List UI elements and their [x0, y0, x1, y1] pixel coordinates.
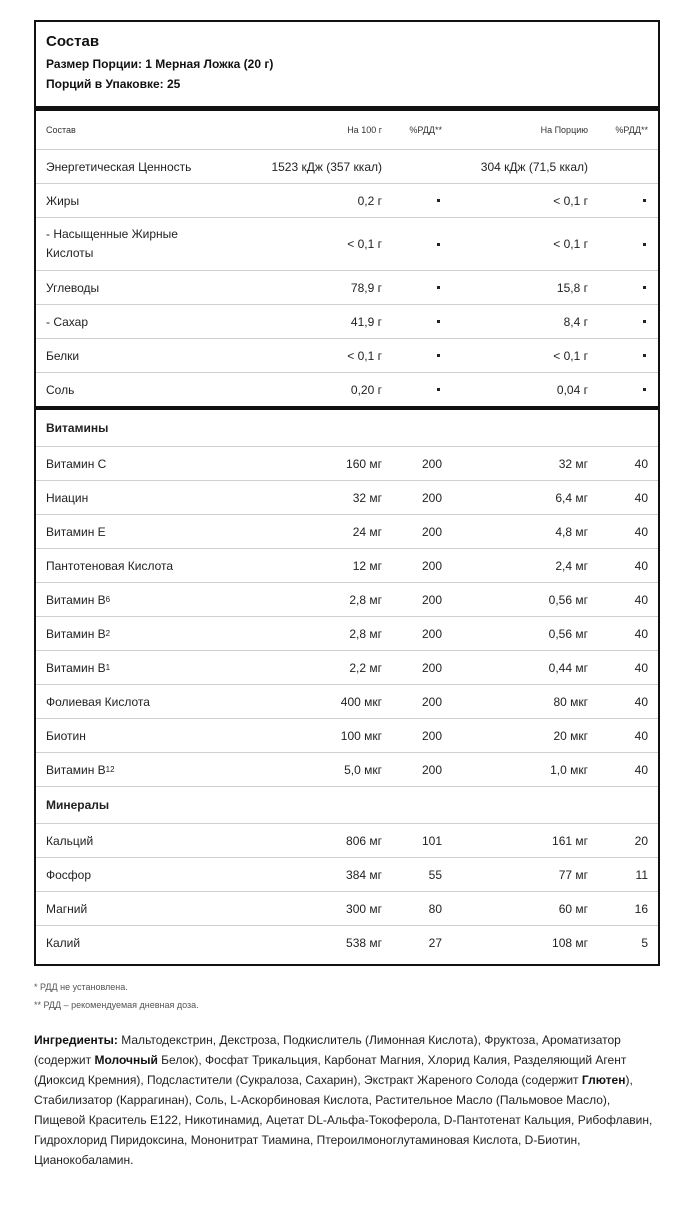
- row-name-text: Кальций: [46, 833, 94, 848]
- table-row: [36, 271, 658, 305]
- row-rdd-serving: 20: [634, 833, 648, 848]
- table-row: [36, 824, 658, 858]
- row-per-serving: 60 мг: [558, 901, 588, 916]
- row-per100: 32 мг: [352, 490, 382, 505]
- row-per-serving: 4,8 мг: [555, 524, 588, 539]
- column-headers: [36, 111, 658, 150]
- footnote-rdd: ** РДД – рекомендуемая дневная доза.: [34, 1000, 199, 1010]
- row-per-serving: 32 мг: [558, 456, 588, 471]
- vitamins-heading-row: [36, 410, 658, 447]
- energy-name: Энергетическая Ценность: [46, 159, 192, 174]
- row-name-text: Витамин B: [46, 762, 106, 777]
- row-per100: 2,8 мг: [349, 626, 382, 641]
- allergen-milk: Молочный: [94, 1053, 158, 1067]
- row-rdd-serving: 11: [635, 867, 648, 882]
- ingredients-part: ), Стабилизатор (Каррагинан), Соль, L-Аскорбиновая Кислота, Растительное Масло (Пальмовое Масло), Пищевой Краситель E122, Никотинамид, Ацетат DL-Альфа-Токоферола, D-Пантотенат Кальция, Рибофлавин, Гидрохлорид Пиридоксина, Мононитрат Тиамина, Птероилмоноглутаминовая Кислота, D-Биотин, Цианокобаламин.: [34, 1073, 653, 1167]
- row-rdd-100: 200: [421, 762, 442, 777]
- row-per-serving: 0,56 мг: [548, 592, 588, 607]
- table-row: [36, 926, 658, 959]
- row-rdd-serving: 40: [634, 694, 648, 709]
- row-per-serving: 161 мг: [552, 833, 588, 848]
- serving-size: Размер Порции: 1 Мерная Ложка (20 г): [46, 57, 274, 71]
- row-per100: 0,2 г: [357, 193, 382, 208]
- table-row: [36, 373, 658, 410]
- row-name: [46, 447, 216, 480]
- row-per-serving: 20 мкг: [553, 728, 588, 743]
- not-set-marker: [596, 339, 648, 372]
- row-per100: 41,9 г: [350, 314, 382, 329]
- row-name-text: Калий: [46, 935, 81, 950]
- col-rdd-100: %РДД**: [409, 125, 442, 135]
- row-name: [46, 515, 216, 548]
- not-set-marker: [596, 305, 648, 338]
- not-set-marker: [392, 305, 442, 338]
- not-set-marker: [392, 218, 442, 270]
- vitamin-rows: [36, 447, 658, 787]
- row-name: [46, 481, 216, 514]
- row-per-serving: 1,0 мкг: [550, 762, 588, 777]
- allergen-gluten: Глютен: [581, 1073, 626, 1087]
- row-per100: 12 мг: [352, 558, 382, 573]
- ingredients-part: Мальтодекстрин, Декстроза, Подкислитель (Лимонная Кислота), Фруктоза, Ароматизатор (содержит: [34, 1033, 621, 1067]
- row-rdd-serving: 40: [634, 660, 648, 675]
- table-row: [36, 858, 658, 892]
- row-name: Белки: [46, 348, 80, 363]
- row-per-serving: 6,4 мг: [555, 490, 588, 505]
- ingredients-label: Ингредиенты:: [34, 1033, 118, 1047]
- row-per100: 806 мг: [346, 833, 382, 848]
- row-name: [46, 549, 216, 582]
- row-name-text: Ниацин: [46, 490, 89, 505]
- row-rdd-100: 27: [428, 935, 442, 950]
- energy-per100: 1523 кДж (357 ккал): [271, 159, 382, 174]
- row-name: - Насыщенные Жирные Кислоты: [46, 227, 178, 260]
- table-row: [36, 515, 658, 549]
- row-name: Жиры: [46, 193, 80, 208]
- not-set-marker: [596, 373, 648, 406]
- row-name: - Сахар: [46, 314, 89, 329]
- row-name-text: Витамин B: [46, 626, 106, 641]
- row-per-serving: < 0,1 г: [553, 193, 588, 208]
- ingredients-text: [34, 1030, 654, 1170]
- table-row: [36, 481, 658, 515]
- row-name-text: Витамин B: [46, 592, 106, 607]
- table-row: [36, 617, 658, 651]
- not-set-marker: [392, 184, 442, 217]
- energy-per-serving: 304 кДж (71,5 ккал): [480, 159, 588, 174]
- col-name: Состав: [46, 125, 76, 135]
- row-rdd-serving: 40: [634, 456, 648, 471]
- row-per100: 2,2 мг: [349, 660, 382, 675]
- row-per-serving: 2,4 мг: [555, 558, 588, 573]
- not-set-marker: [392, 339, 442, 372]
- row-rdd-serving: 40: [634, 592, 648, 607]
- table-row: [36, 583, 658, 617]
- row-per100: 0,20 г: [350, 382, 382, 397]
- row-per100: 100 мкг: [340, 728, 382, 743]
- row-name: Соль: [46, 382, 75, 397]
- row-rdd-100: 200: [421, 660, 442, 675]
- row-name: Витамин B 12: [46, 762, 115, 777]
- row-name: Углеводы: [46, 280, 100, 295]
- servings-per-pack: Порций в Упаковке: 25: [46, 77, 181, 91]
- table-row: [36, 305, 658, 339]
- row-rdd-serving: 40: [634, 762, 648, 777]
- row-rdd-100: 200: [421, 558, 442, 573]
- not-set-marker: [596, 218, 648, 270]
- row-name: [46, 719, 216, 752]
- row-name-text: Пантотеновая Кислота: [46, 558, 174, 573]
- table-row: [36, 549, 658, 583]
- row-rdd-serving: 40: [634, 524, 648, 539]
- row-per-serving: 0,56 мг: [548, 626, 588, 641]
- nutrition-table: [34, 20, 660, 966]
- row-rdd-100: 200: [421, 728, 442, 743]
- row-per-serving: < 0,1 г: [553, 237, 588, 251]
- row-per-serving: 108 мг: [552, 935, 588, 950]
- row-per100: 300 мг: [346, 901, 382, 916]
- row-rdd-100: 200: [421, 524, 442, 539]
- table-row: [36, 892, 658, 926]
- col-per100: На 100 г: [347, 125, 382, 135]
- row-per100: < 0,1 г: [347, 237, 382, 251]
- not-set-marker: [596, 271, 648, 304]
- row-rdd-100: 200: [421, 626, 442, 641]
- footnote-not-set: * РДД не установлена.: [34, 982, 128, 992]
- col-rdd-serving: %РДД**: [615, 125, 648, 135]
- row-per100: 5,0 мкг: [344, 762, 382, 777]
- footnotes: [34, 982, 199, 1018]
- table-header: [36, 22, 658, 106]
- row-rdd-serving: 40: [634, 490, 648, 505]
- table-title: Состав: [46, 33, 100, 50]
- row-rdd-serving: 40: [634, 558, 648, 573]
- table-row: [36, 339, 658, 373]
- vitamins-heading: Витамины: [46, 421, 109, 435]
- row-rdd-100: 55: [428, 867, 442, 882]
- row-per-serving: 0,44 мг: [548, 660, 588, 675]
- row-name: [46, 685, 216, 718]
- row-rdd-100: 80: [428, 901, 442, 916]
- not-set-marker: [596, 184, 648, 217]
- not-set-marker: [392, 271, 442, 304]
- row-name-text: Магний: [46, 901, 88, 916]
- table-row: [36, 719, 658, 753]
- row-per100: 78,9 г: [350, 280, 382, 295]
- table-row: [36, 685, 658, 719]
- not-set-marker: [392, 373, 442, 406]
- row-per-serving: 15,8 г: [556, 280, 588, 295]
- row-rdd-serving: 5: [641, 935, 648, 950]
- minerals-heading: Минералы: [46, 798, 110, 812]
- table-row: [36, 184, 658, 218]
- ingredients-part: Белок), Фосфат Трикальция, Карбонат Магния, Хлорид Калия, Разделяющий Агент (Диоксид Кремния), Подсластители (Сукралоза, Сахарин), Экстракт Жареного Солода (содержит: [34, 1053, 627, 1087]
- row-name-text: Фосфор: [46, 867, 92, 882]
- row-rdd-100: 200: [421, 694, 442, 709]
- row-name-text: Витамин B: [46, 660, 106, 675]
- row-per-serving: 80 мкг: [553, 694, 588, 709]
- row-per-serving: 8,4 г: [563, 314, 588, 329]
- row-per100: 400 мкг: [340, 694, 382, 709]
- row-name-text: Витамин E: [46, 524, 106, 539]
- row-name: Витамин B 2: [46, 626, 111, 641]
- row-rdd-serving: 16: [634, 901, 648, 916]
- row-per100: < 0,1 г: [347, 348, 382, 363]
- row-per100: 384 мг: [346, 867, 382, 882]
- row-name: [46, 858, 216, 891]
- minerals-heading-row: [36, 787, 658, 824]
- table-row: [36, 651, 658, 685]
- row-per100: 160 мг: [346, 456, 382, 471]
- row-per100: 24 мг: [352, 524, 382, 539]
- table-row: [36, 753, 658, 787]
- row-name-text: Биотин: [46, 728, 86, 743]
- row-name-text: Витамин C: [46, 456, 107, 471]
- row-name: Витамин B 1: [46, 660, 111, 675]
- row-rdd-serving: 40: [634, 728, 648, 743]
- row-name: [46, 892, 216, 925]
- col-per-serving: На Порцию: [540, 125, 588, 135]
- row-per-serving: 0,04 г: [556, 382, 588, 397]
- row-rdd-100: 200: [421, 592, 442, 607]
- row-name: [46, 824, 216, 857]
- mineral-rows: [36, 824, 658, 959]
- row-name-text: Фолиевая Кислота: [46, 694, 150, 709]
- table-row: [36, 218, 658, 271]
- row-per-serving: < 0,1 г: [553, 348, 588, 363]
- row-name: Витамин B 6: [46, 592, 111, 607]
- row-per100: 538 мг: [346, 935, 382, 950]
- row-rdd-100: 200: [421, 490, 442, 505]
- row-name: [46, 926, 216, 959]
- row-per-serving: 77 мг: [558, 867, 588, 882]
- row-per100: 2,8 мг: [349, 592, 382, 607]
- row-rdd-100: 200: [421, 456, 442, 471]
- table-row: [36, 447, 658, 481]
- row-rdd-serving: 40: [634, 626, 648, 641]
- energy-row: [36, 150, 658, 184]
- row-rdd-100: 101: [421, 833, 442, 848]
